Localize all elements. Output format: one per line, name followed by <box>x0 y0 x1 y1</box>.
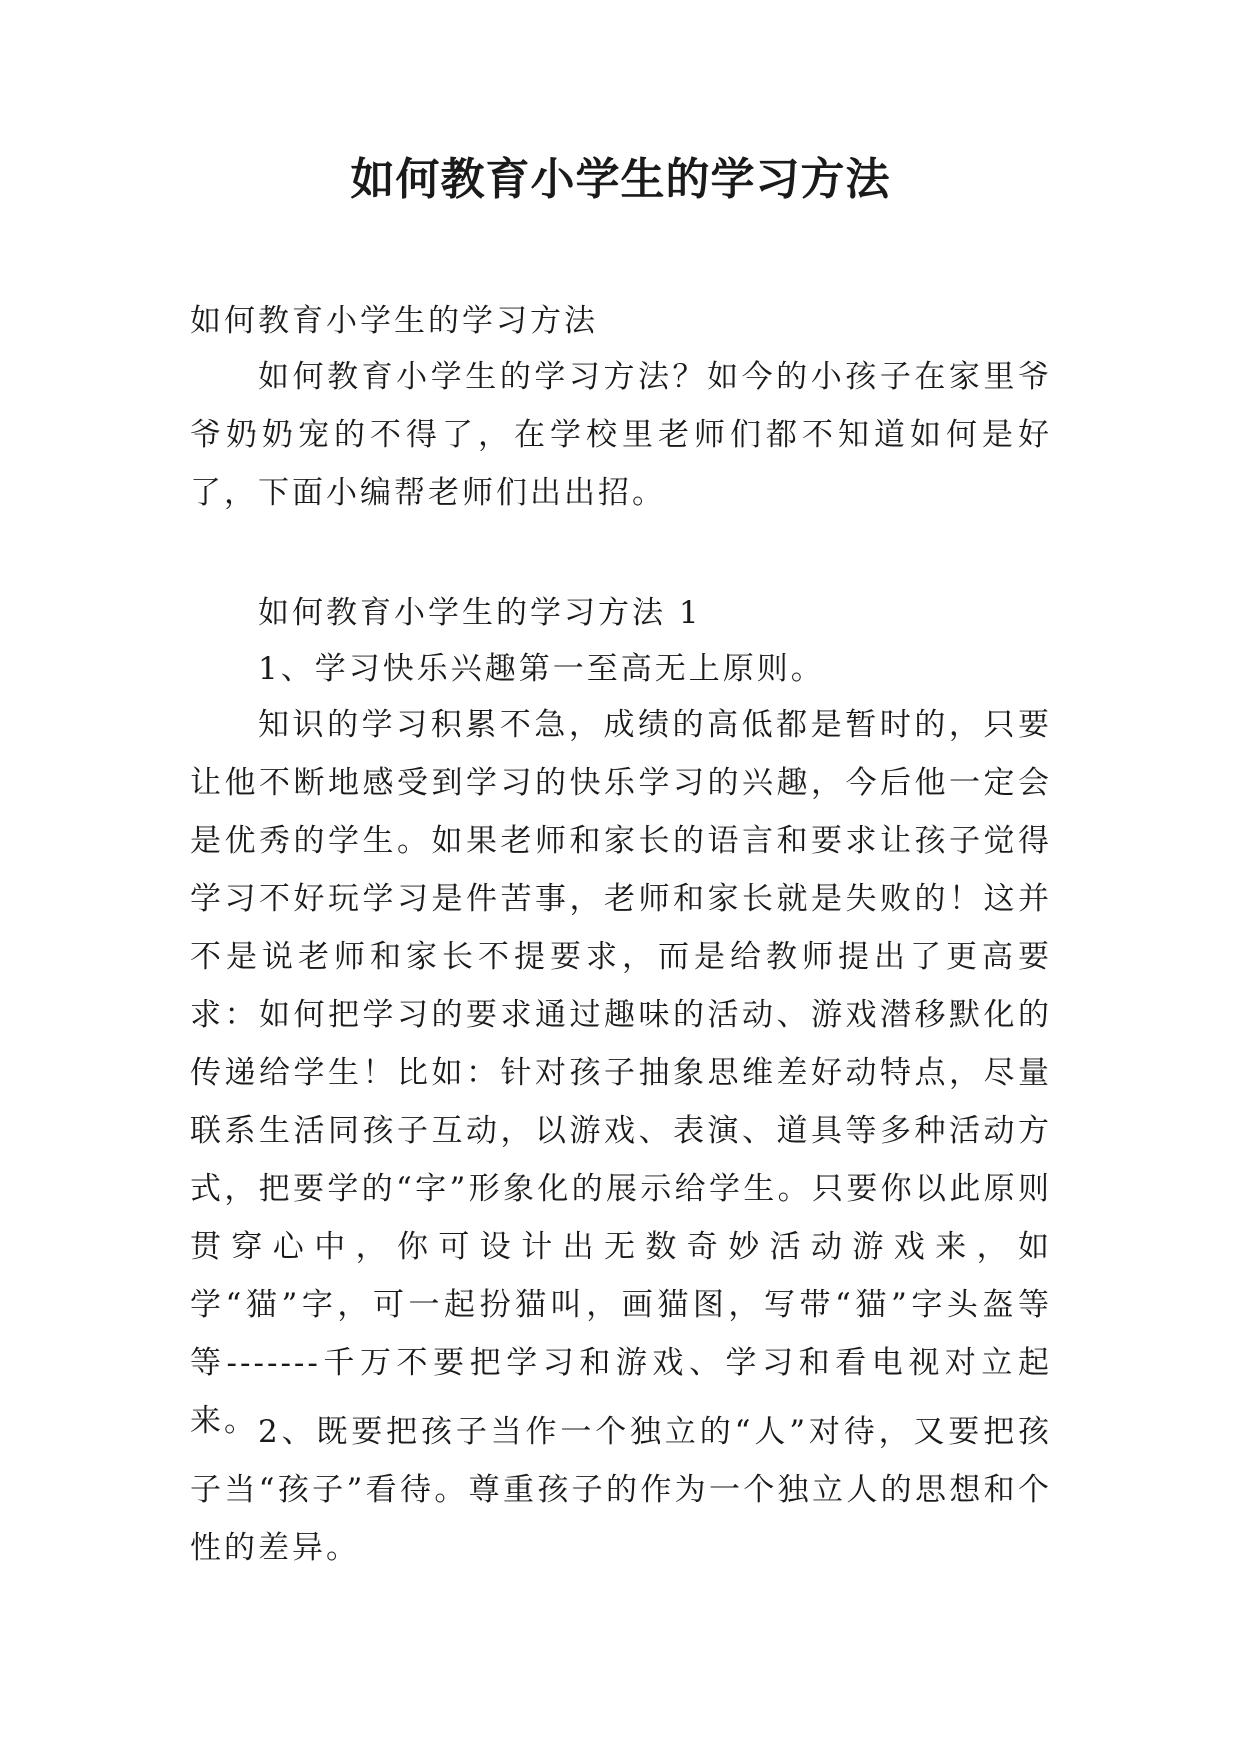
document-title: 如何教育小学生的学习方法 <box>350 154 891 205</box>
paragraph-point-1-body: 知识的学习积累不急，成绩的高低都是暂时的，只要让他不断地感受到学习的快乐学习的兴趣，今后他一定会是优秀的学生。如果老师和家长的语言和要求让孩子觉得学习不好玩学习是件苦事，老师和家长就是失败的！这并不是说老师和家长不提要求，而是给教师提出了更高要求：如何把学习的要求通过趣味的活动、游戏潜移默化的传递给学生！比如：针对孩子抽象思维差好动特点，尽量联系生活同孩子互动，以游戏、表演、道具等多种活动方式，把要学的“字”形象化的展示给学生。只要你以此原则贯穿心中，你可设计出无数奇妙活动游戏来，如学“猫”字，可一起扮猫叫，画猫图，写带“猫”字头盔等等-------千万不要把学习和游戏、学习和看电视对立起来。 <box>190 707 1052 1439</box>
document-subtitle: 如何教育小学生的学习方法 <box>190 303 598 339</box>
intro-paragraph: 如何教育小学生的学习方法？如今的小孩子在家里爷爷奶奶宠的不得了，在学校里老师们都不知道如何是好了，下面小编帮老师们出出招。 <box>190 359 1052 511</box>
paragraph-point-2: 2、既要把孩子当作一个独立的“人”对待，又要把孩子当“孩子”看待。尊重孩子的作为一个独立人的思想和个性的差异。 <box>190 1414 1052 1566</box>
section-heading: 如何教育小学生的学习方法 1 <box>258 595 702 631</box>
paragraph-point-1: 1、学习快乐兴趣第一至高无上原则。 <box>258 651 825 687</box>
